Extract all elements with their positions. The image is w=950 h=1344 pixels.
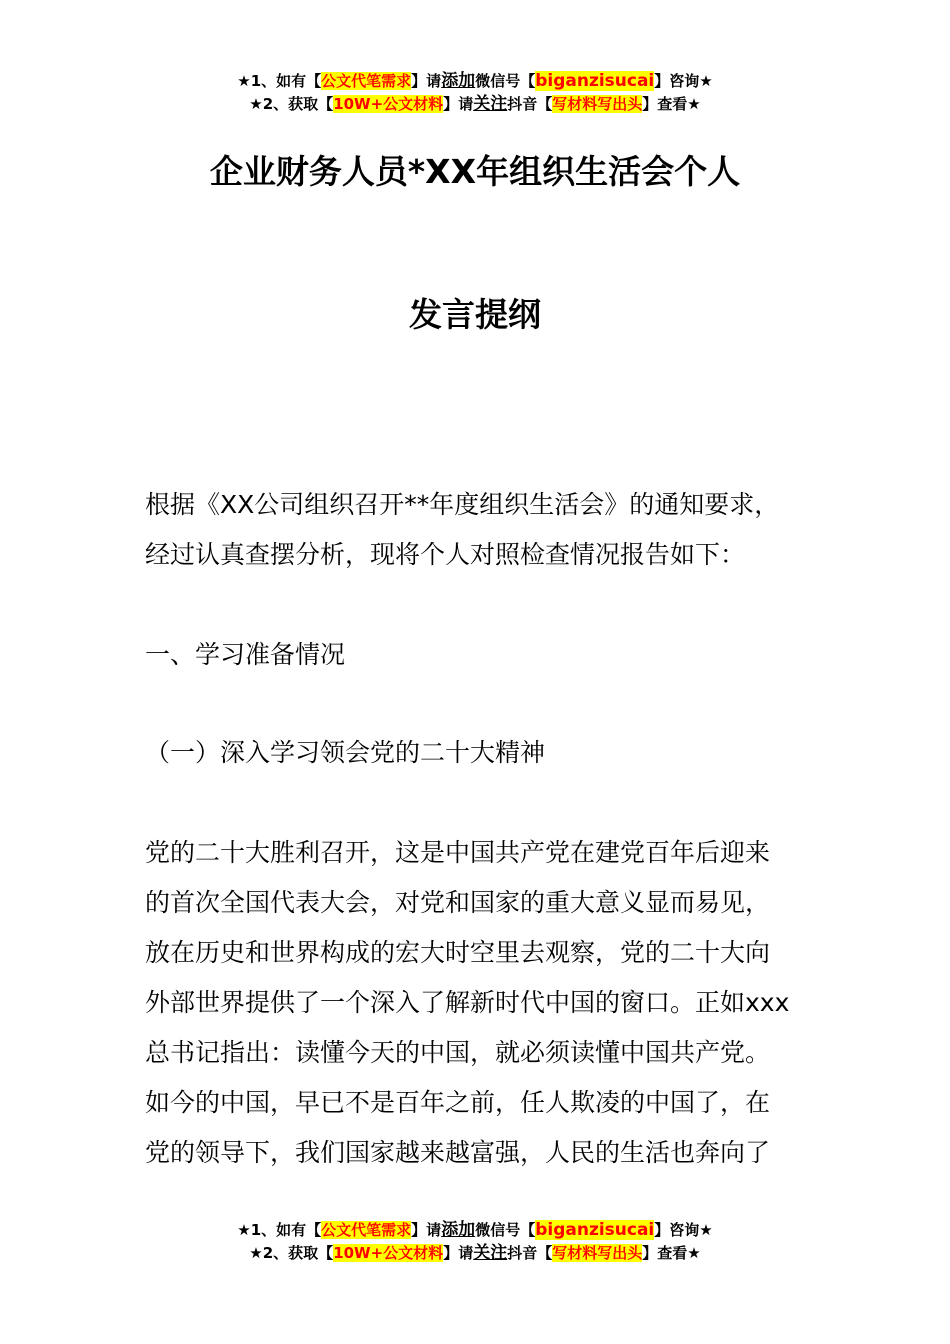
banner-line-2: ★2、获取【10W+公文材料】请关注抖音【写材料写出头】查看★ xyxy=(249,94,701,114)
text-line: 的首次全国代表大会，对党和国家的重大意义显而易见， xyxy=(145,888,771,917)
section-heading-1: 一、学习准备情况 xyxy=(145,640,346,669)
banner-line-1: ★1、如有【公文代笔需求】请添加微信号【biganzisucai】咨询★ xyxy=(237,71,713,91)
main-paragraph xyxy=(145,828,825,1178)
text-line: 党的二十大胜利召开，这是中国共产党在建党百年后迎来 xyxy=(145,838,771,867)
banner-highlight: biganzisucai xyxy=(535,1220,655,1240)
banner-line-2: ★2、获取【10W+公文材料】请关注抖音【写材料写出头】查看★ xyxy=(249,1243,701,1263)
banner-highlight: biganzisucai xyxy=(535,71,655,91)
text-line: 根据《XX公司组织召开**年度组织生活会》的通知要求， xyxy=(145,490,780,519)
document-title-line-1: 企业财务人员*XX年组织生活会个人 xyxy=(209,152,741,191)
document-title-line-2: 发言提纲 xyxy=(409,295,541,334)
footer-banner xyxy=(0,1219,950,1265)
text-line: 外部世界提供了一个深入了解新时代中国的窗口。正如xxx xyxy=(145,988,790,1017)
banner-underline: 关注 xyxy=(473,1243,508,1263)
header-banner xyxy=(0,70,950,116)
banner-highlight: 写材料写出头 xyxy=(552,1244,643,1262)
section-heading-2: （一）深入学习领会党的二十大精神 xyxy=(145,738,546,767)
banner-highlight: 写材料写出头 xyxy=(552,95,643,113)
banner-underline: 添加 xyxy=(441,71,476,91)
text-line: 放在历史和世界构成的宏大时空里去观察，党的二十大向 xyxy=(145,938,771,967)
text-line: 经过认真查摆分析，现将个人对照检查情况报告如下： xyxy=(145,540,746,569)
text-line: 党的领导下，我们国家越来越富强，人民的生活也奔向了 xyxy=(145,1138,771,1167)
banner-highlight: 10W+公文材料 xyxy=(333,1244,444,1262)
banner-highlight: 10W+公文材料 xyxy=(333,95,444,113)
banner-highlight: 公文代笔需求 xyxy=(321,1221,412,1239)
text-line: 如今的中国，早已不是百年之前，任人欺凌的中国了，在 xyxy=(145,1088,771,1117)
banner-underline: 添加 xyxy=(441,1220,476,1240)
banner-highlight: 公文代笔需求 xyxy=(321,72,412,90)
text-line: 总书记指出：读懂今天的中国，就必须读懂中国共产党。 xyxy=(145,1038,771,1067)
banner-underline: 关注 xyxy=(473,94,508,114)
banner-line-1: ★1、如有【公文代笔需求】请添加微信号【biganzisucai】咨询★ xyxy=(237,1220,713,1240)
intro-paragraph xyxy=(145,480,825,580)
